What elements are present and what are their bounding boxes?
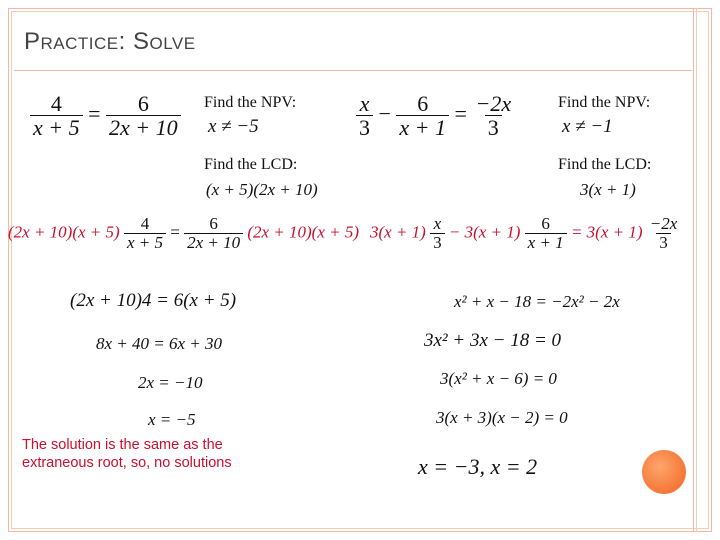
- right-step1: 3(x + 1) $\frac{x}{3}$ − 3(x + 1) $\frac{6}{x + 1}$ = 3(x + 1) $\frac{-2x}{3}$: [370, 214, 678, 252]
- slide-title: Practice: Solve: [24, 28, 196, 55]
- right-step2: x² + x − 18 = −2x² − 2x: [454, 292, 620, 311]
- right-step4: 3(x² + x − 6) = 0: [440, 369, 557, 388]
- right-solution: x = −3, x = 2: [418, 454, 538, 479]
- left-step4: 2x = −10: [138, 373, 203, 392]
- right-step5: 3(x + 3)(x − 2) = 0: [436, 408, 568, 427]
- left-lcd-value: (x + 5)(2x + 10): [206, 180, 318, 199]
- right-step3: 3x² + 3x − 18 = 0: [424, 330, 562, 351]
- right-border-line-2: [696, 8, 697, 532]
- accent-circle-icon: [642, 450, 686, 494]
- left-step5: x = −5: [148, 410, 196, 429]
- title-divider: [14, 70, 692, 71]
- left-lcd-label: Find the LCD:: [204, 156, 298, 173]
- left-equation: $\frac{4}{x + 5}$ = $\frac{6}{2x + 10}$: [30, 92, 181, 140]
- left-npv-label: Find the NPV:: [204, 94, 297, 111]
- right-lcd-label: Find the LCD:: [558, 156, 652, 173]
- right-npv-value: x ≠ −1: [562, 116, 613, 137]
- left-step1: (2x + 10)(x + 5) $\frac{4}{x + 5}$ = $\frac{6}{2x + 10}$ (2x + 10)(x + 5): [8, 214, 360, 252]
- solution-note: The solution is the same as the extraneous root, so, no solutions: [22, 437, 232, 472]
- right-npv-label: Find the NPV:: [558, 94, 651, 111]
- right-lcd-value: 3(x + 1): [580, 180, 636, 199]
- left-step3: 8x + 40 = 6x + 30: [96, 334, 223, 353]
- right-border-line: [693, 8, 694, 532]
- left-npv-value: x ≠ −5: [208, 116, 259, 137]
- left-step2: (2x + 10)4 = 6(x + 5): [70, 290, 237, 311]
- right-equation: $\frac{x}{3}$ − $\frac{6}{x + 1}$ = $\frac{-2x}{3}$: [356, 92, 514, 140]
